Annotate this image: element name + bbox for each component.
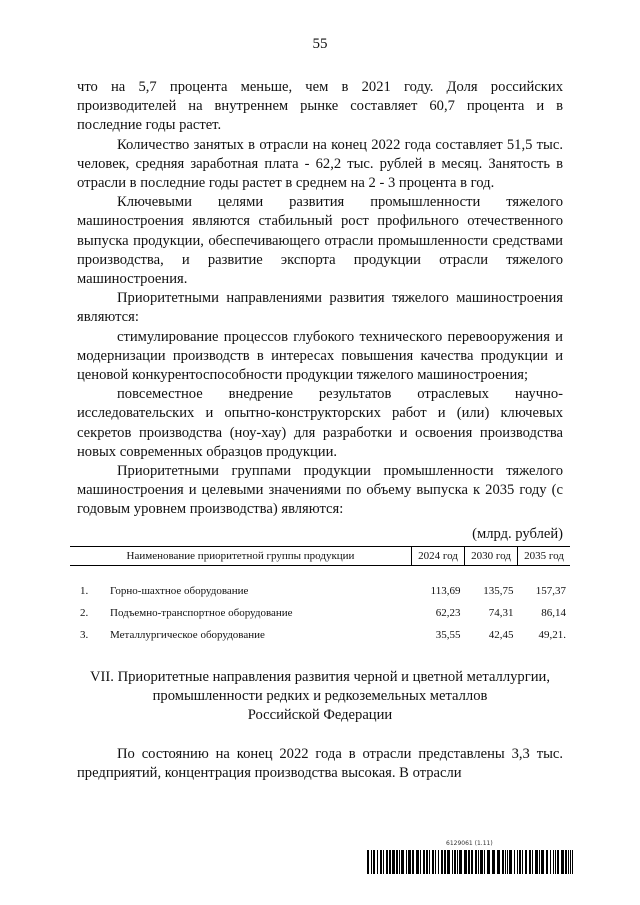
section-title-line: Российской Федерации: [247, 707, 393, 724]
table-row-name: [70, 624, 412, 646]
table-row: [70, 602, 570, 624]
table-row-name: [70, 580, 412, 602]
cell-2024: 113,69: [430, 584, 461, 597]
document-body: [77, 78, 566, 784]
cell-2030: 74,31: [488, 606, 514, 619]
cell-2035: 49,21.: [538, 628, 566, 641]
paragraph: стимулирование процессов глубокого технического перевооружения и модернизации производств в интересах повышения качества продукции и ценовой конкурентоспособности продукции тяжелого машиностроения;: [77, 328, 563, 384]
paragraph: повсеместное внедрение результатов отраслевых научно-исследовательских и опытно-конструкторских работ и (или) ключевых секретов производства (ноу-хау) для разработки и освоения производства новых современных образцов продукции.: [77, 386, 563, 460]
table-header-year: 2035 год: [518, 546, 571, 565]
section-title-line: промышленности редких и редкоземельных металлов: [152, 687, 488, 704]
paragraph: Приоритетными группами продукции промышленности тяжелого машиностроения и целевыми значениями по объему выпуска к 2035 году (с годовым уровнем производства) являются:: [77, 463, 563, 518]
cell-2035: 157,37: [535, 584, 566, 597]
row-number: 1.: [80, 584, 89, 597]
paragraph: что на 5,7 процента меньше, чем в 2021 году. Доля российских производителей на внутреннем рынке составляет 60,7 процента и в последние годы растет.: [77, 79, 563, 134]
section-title: [77, 668, 563, 726]
table-row-name: [70, 602, 412, 624]
barcode-icon: [367, 850, 575, 874]
cell-2024: 35,55: [435, 628, 461, 641]
document-code: 6129061 (1.11): [446, 840, 493, 847]
row-label: Горно-шахтное оборудование: [110, 584, 249, 597]
row-number: 3.: [80, 628, 89, 641]
table-header-row: [70, 546, 570, 565]
paragraph: Приоритетными направлениями развития тяжелого машиностроения являются:: [77, 290, 563, 326]
page-number: 55: [312, 36, 328, 52]
cell-2024: 62,23: [435, 606, 461, 619]
paragraph: По состоянию на конец 2022 года в отрасли представлены 3,3 тыс. предприятий, концентрация производства высокая. В отрасли: [77, 746, 563, 782]
paragraph: Количество занятых в отрасли на конец 2022 года составляет 51,5 тыс. человек, средняя заработная плата - 62,2 тыс. рублей в месяц. Занятость в отрасли в последние годы растет в среднем на 2 - 3 процента в год.: [77, 136, 563, 192]
cell-2030: 135,75: [483, 584, 514, 597]
cell-2030: 42,45: [488, 628, 514, 641]
product-table: [70, 546, 570, 646]
row-label: Металлургическое оборудование: [110, 628, 265, 641]
row-label: Подъемно-транспортное оборудование: [110, 606, 293, 619]
section-title-line: VII. Приоритетные направления развития черной и цветной металлургии,: [90, 668, 550, 685]
row-number: 2.: [80, 606, 89, 619]
table-row: [70, 624, 570, 646]
table-unit: (млрд. рублей): [472, 525, 563, 542]
paragraph: Ключевыми целями развития промышленности тяжелого машиностроения являются стабильный рост профильного отечественного выпуска продукции, обеспечивающего отрасли промышленности средствами производства, и развитие экспорта продукции отрасли тяжелого машиностроения.: [77, 194, 563, 288]
cell-2035: 86,14: [541, 606, 566, 619]
table-header-year: 2024 год: [412, 546, 465, 565]
table-header-name: Наименование приоритетной группы продукции: [70, 546, 412, 565]
table-header-year: 2030 год: [465, 546, 518, 565]
table-row: [70, 580, 570, 602]
